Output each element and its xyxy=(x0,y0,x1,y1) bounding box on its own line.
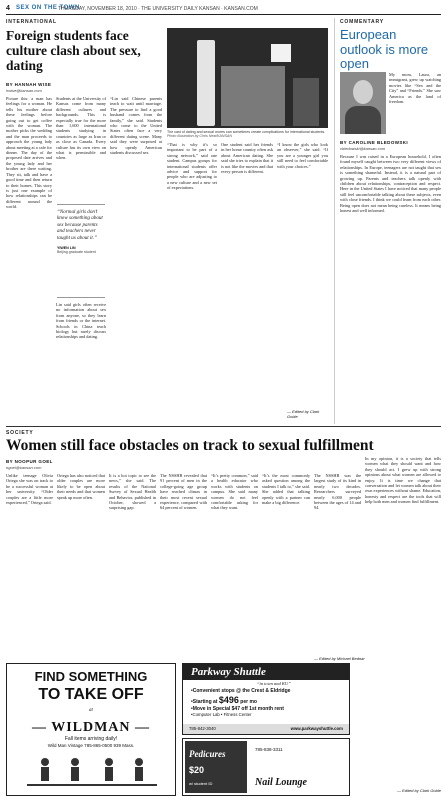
commentary-kicker: COMMENTARY xyxy=(340,19,384,25)
parkway-website: www.parkwayshuttle.com xyxy=(290,726,343,731)
international-byline: BY HANNAH WISE xyxy=(6,82,52,87)
parkway-price: $496 xyxy=(218,695,239,705)
wildman-ad-at: at xyxy=(89,708,93,713)
parkway-price-suffix: per mo xyxy=(238,699,257,705)
commentary-byline: BY CAROLINE BLEDOWSKI xyxy=(340,140,409,145)
society-col-1: Unlike teenage Olivia Ortega she was on track to be a successful woman at her university. “Older couples are a little more experienced,” Ortega said. xyxy=(6,473,53,506)
wildman-tagline: Fall items arriving daily! xyxy=(64,736,118,742)
parkway-feature-special: •Move in Special $47 off 1st month rent xyxy=(191,706,284,712)
parkway-feature-amenities: •Computer Lab • Fitness Center xyxy=(191,712,252,717)
society-col-4: The NSSHB revealed that 91 percent of men in the college-going age group have reached climax in their most recent sexual experience, compared with 64 percent of women. xyxy=(160,473,207,511)
international-col-2: Students at the University of Kansas come from many different cultures and backgrounds. This is especially true for the more than 1,600 international students studying in countries as large as Iran or as close as Canada. Every culture has its own view on what is permissible and when. xyxy=(56,96,106,161)
international-col-5: One student said her friends in her home country often ask about American dating. She said she tries to explain that it is not like the movies and that every person is different. xyxy=(221,142,273,175)
section-name: SEX ON THE TOWN xyxy=(16,5,80,11)
pedicures-title: Pedicures xyxy=(189,749,226,759)
parkway-shuttle-ad xyxy=(182,663,350,735)
commentary-headline: European outlook is more open xyxy=(340,27,429,71)
international-col-4: “That is why it’s so important to be part of a strong network,” said one student. Campus groups for international students offer advice and support for people who are adjusting to a new culture and a new set of expectations. xyxy=(167,142,217,191)
photo-shape xyxy=(293,78,319,126)
wildman-ad-line2: TO TAKE OFF xyxy=(38,686,144,703)
international-col-6: “I know the girls who look an observer,” she said. “If you are a younger girl you still need to feel comfortable with your choices.” xyxy=(277,142,328,169)
parkway-price-prefix: •Starting at xyxy=(191,699,219,705)
pull-quote-title: Beijing graduate student xyxy=(57,250,96,255)
commentary-body: Because I was raised in a European household, I often found myself caught between two very different views of relationships. In Europe, teenagers are not taught that sex is something shameful. Instead, it is a natural part of growing up. Parents and teachers talk openly with children about relationships, contraception and respect. Here in the United States I have noticed that many people still feel uncomfortable talking about these subjects, even with close friends. I think we could learn from each other. Being open does not mean being careless. It means being honest and well informed. xyxy=(340,154,441,214)
pedicures-note: w/ student ID xyxy=(189,781,213,786)
society-kicker: SOCIETY xyxy=(6,430,34,436)
international-byline-email: hwise@kansan.com xyxy=(6,88,42,93)
photo-shape xyxy=(271,44,291,62)
society-byline-email: ngoel@kansan.com xyxy=(6,465,42,470)
pedicures-price: $20 xyxy=(189,765,205,775)
society-edited-by: — Edited by Michael Bednar xyxy=(314,656,365,661)
commentary-intro: My mom, Laura, an immigrant, grew up watching movies like “Sex and the City” and “Friends.” She saw America as the land of freedom. xyxy=(389,72,441,105)
parkway-feature-price xyxy=(191,695,257,705)
international-headline: Foreign students face culture clash about sex, dating xyxy=(6,28,141,73)
parkway-feature-stops: •Convenient stops @ the Crest & Eldridge xyxy=(191,688,291,694)
parkway-contact-bar xyxy=(183,724,349,734)
international-edited-by: — Edited by Clark Goble xyxy=(287,409,320,419)
parkway-logo: Parkway Shuttle xyxy=(183,664,349,680)
article-photo xyxy=(167,28,328,128)
wildman-figures-illustration xyxy=(27,754,157,790)
commentary-column xyxy=(334,18,441,424)
section-divider xyxy=(6,426,441,427)
pedicures-box xyxy=(185,741,247,793)
photo-shape xyxy=(197,40,215,126)
society-side-column xyxy=(365,456,441,796)
author-photo-body xyxy=(345,106,381,134)
wildman-contact: Wild Man Vintage 785-865-0500 939 Mass. xyxy=(47,743,135,748)
commentary-byline-email: cbledowski@kansan.com xyxy=(340,146,386,151)
international-article xyxy=(6,18,328,424)
parkway-phone: 785-842-3040 xyxy=(189,726,216,731)
society-col-2: Ortega has also noticed that older couples are more likely to be open about their needs and that women speak up more often. xyxy=(57,473,105,500)
author-photo-head xyxy=(353,80,373,104)
nail-lounge-logo: Nail Lounge xyxy=(255,777,307,788)
wildman-ad xyxy=(6,663,176,796)
international-col-1: Picture this: a man has feelings for a woman. He tells his mother about these feelings before going out to get coffee with the woman. The mother picks the wedding and the man proceeds to approach the young lady about meeting at a cafe for dinner. The day of the proposed date arrives and the young lady and her brother are there waiting. They sit, talk and have a good time and then return to their homes. This story is just one example of how relationships can be different around the world. xyxy=(6,96,52,210)
pedicures-ad xyxy=(182,738,350,796)
wildman-ad-line1: FIND SOMETHING xyxy=(34,669,148,684)
society-col-5: “It’s pretty common,” said a health educator who works with students on campus. She said many women do not feel comfortable asking for what they want. xyxy=(211,473,258,511)
pull-quote-text: “Normal girls don’t know something about sex because parents and teachers never taught us about it.” xyxy=(57,209,103,241)
international-kicker: INTERNATIONAL xyxy=(6,19,57,25)
society-col-6: “It’s the most commonly asked question among the students I talk to,” she said. She added that talking openly with a partner can make a big difference. xyxy=(262,473,310,506)
header-meta: THURSDAY, NOVEMBER 18, 2010 · THE UNIVERSITY DAILY KANSAN · KANSAN.COM xyxy=(58,6,258,12)
pull-quote-name: YIWEN LIN xyxy=(57,246,76,251)
society-byline: BY NOOPUR GOEL xyxy=(6,459,53,464)
society-headline: Women still face obstacles on track to sexual fulfillment xyxy=(6,437,374,454)
society-side-edited-by: — Edited by Clark Goble xyxy=(396,788,441,793)
photo-shape xyxy=(221,66,285,126)
page-number: 4 xyxy=(6,5,10,12)
pedicures-phone: 785-838-3311 xyxy=(255,747,283,752)
wildman-logo: — WILDMAN — xyxy=(31,720,151,735)
photo-caption-text: The cast of dating and sexual mores can sometimes create complications for international students. xyxy=(167,130,326,134)
pull-quote xyxy=(57,204,105,298)
photo-caption xyxy=(167,130,328,139)
international-col-3: “Lin said Chinese parents teach to wait until marriage. The pressure to find a good husband comes from the family,” she said. Students who come to the United States often face a very different dating scene. Many said they were surprised at how openly American students discussed sex. xyxy=(110,96,162,156)
photo-credit: Photo illustration by Chris Neal/KANSAN xyxy=(167,134,232,139)
international-col-2b: Lin said girls often receive no information about sex from anyone, so they learn from friends or the internet. Schools in China teach biology but rarely discuss relationships and dating. xyxy=(56,302,106,340)
society-col-3: It is a hot topic to see the news,” she said. The results of the National Survey of Sexual Health and Behavior, published in October, showed a surprising gap. xyxy=(109,473,156,511)
parkway-tagline: “in town and KU” xyxy=(257,681,291,686)
page-header xyxy=(6,5,441,15)
society-col-8: In my opinion, it is a society that tells women what they should want and how they should act. I grew up with strong opinions about what women are allowed to enjoy. It is time we change that conversation and let women talk about their own experiences without shame. Education, honesty and respect are the tools that will help both men and women find fulfillment. xyxy=(365,456,441,505)
author-photo xyxy=(340,72,386,134)
society-col-7: The NSSHB was the largest study of its kind in nearly two decades. Researchers surveyed nearly 6,000 people between the ages of 14 and 94. xyxy=(314,473,361,511)
